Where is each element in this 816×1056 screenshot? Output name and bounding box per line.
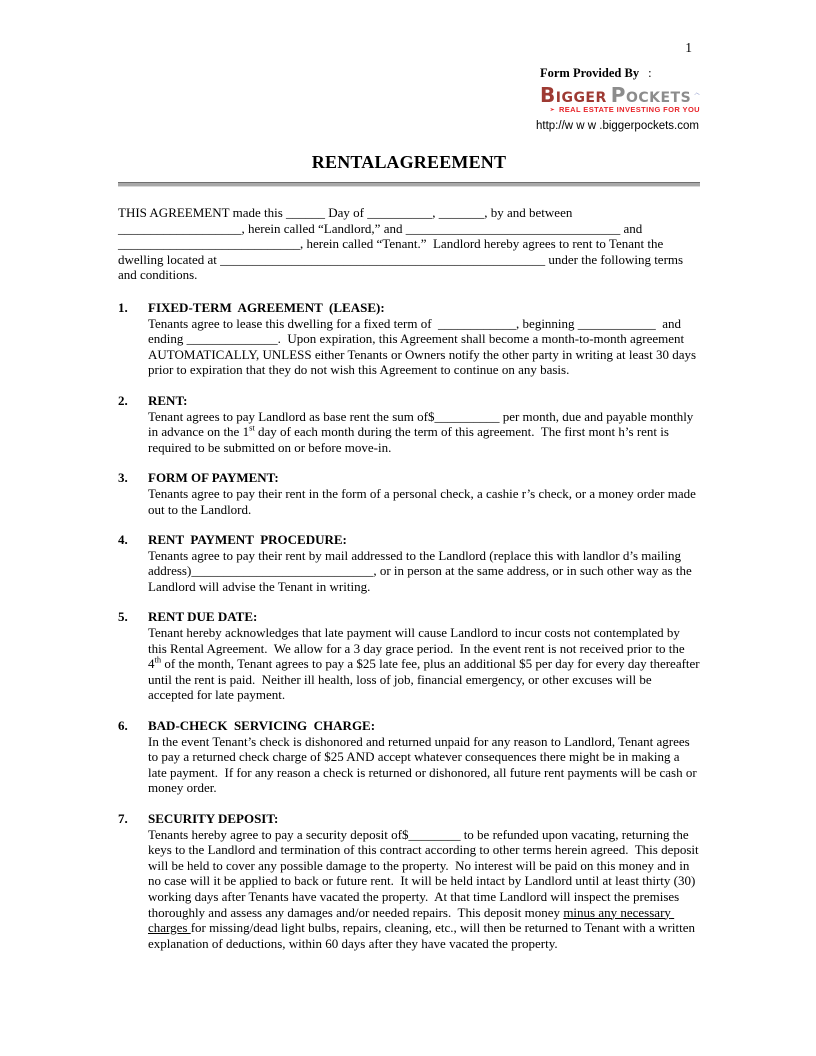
logo-wordmark — [540, 84, 700, 106]
section-body: Tenants agree to pay their rent in the form of a personal check, a cashie r’s check, or a money order made out to the Landlord. — [148, 485, 700, 517]
section-number: 4. — [118, 532, 128, 548]
ordinal-superscript: th — [154, 654, 162, 665]
ordinal-superscript: st — [249, 422, 255, 433]
biggerpockets-url: http://w w w .biggerpockets.com — [536, 120, 699, 132]
document-title: RENTAL AGREEMENT — [311, 152, 507, 172]
section-heading: BAD-CHECK SERVICING CHARGE: — [148, 718, 376, 734]
section-body — [148, 827, 700, 952]
section-body: In the event Tenant’s check is dishonored and returned unpaid for any reason to Landlord, Tenant agrees to pay a returned check charge of $25 AND accept whatever consequences there might be in making a late payment. If for any reason a check is returned or dishonored, all future rent payments will be cash or money order. — [148, 733, 700, 796]
section-body-text: Tenant hereby acknowledges that late payment will cause Landlord to incur costs not contemplated by this Rental Agreement. We allow for a 3 day grace period. In the event rent is not received prior to the 4 — [148, 625, 688, 672]
section-body: Tenants agree to pay their rent by mail addressed to the Landlord (replace this with landlor d’s mailing address)____________________________, or in person at the same address, or in such other way as the Landlord will advise the Tenant in writing. — [148, 547, 695, 594]
section-rent — [118, 393, 700, 455]
section-fixed-term-agreement — [118, 300, 700, 378]
section-body-text: for missing/dead light bulbs, repairs, cleaning, etc., will then be returned to Tenant with a written explanation of deductions, within 60 days after they have vacated the property. — [148, 920, 699, 951]
logo-word-pockets: Pockets — [610, 83, 692, 107]
section-number: 1. — [118, 299, 128, 315]
intro-paragraph: THIS AGREEMENT made this ______ Day of __________, _______, by and between ___________________, herein called “Landlord,” and _________________________________ and ____________________________, herein called “Tenant.” Landlord hereby agrees to rent to Tenant the dwelling located at __________________________________________________ under the following terms and conditions. — [118, 205, 687, 283]
section-heading: RENT DUE DATE: — [148, 609, 258, 625]
form-header — [536, 66, 700, 132]
arrow-icon — [550, 105, 555, 114]
section-number: 6. — [118, 718, 128, 734]
section-body-text: Tenants hereby agree to pay a security deposit of$________ to be refunded upon vacating, returning the keys to the Landlord and termination of this contract according to other terms herein agreed. This deposit will be held to cover any possible damage to the property. No interest will be paid on this money and in no case will it be applied to back or future rent. It will be held intact by Landlord until at least thirty (30) working days after Tenants have vacated the property. At that time Landlord will inspect the premises thoroughly and assess any damages and/or needed repairs. This deposit money — [148, 826, 702, 920]
logo-tagline: REAL ESTATE INVESTING FOR YOU — [558, 105, 700, 114]
section-number: 5. — [118, 609, 128, 625]
form-provided-by — [540, 66, 700, 81]
section-body — [148, 625, 703, 703]
section-form-of-payment — [118, 470, 700, 517]
page-number: 1 — [685, 40, 692, 55]
section-rent-due-date — [118, 609, 703, 703]
section-number: 7. — [118, 811, 128, 826]
biggerpockets-logo — [540, 84, 700, 114]
section-body-text: Tenant agrees to pay Landlord as base rent the sum of$__________ per month, due and payable monthly in advance on the 1 — [148, 408, 697, 440]
section-number: 3. — [118, 470, 128, 486]
logo-tagline-row — [540, 105, 700, 114]
title-divider — [118, 182, 700, 187]
section-heading: FORM OF PAYMENT: — [148, 470, 279, 486]
section-heading: SECURITY DEPOSIT: — [148, 811, 279, 826]
section-body — [148, 409, 700, 456]
section-number: 2. — [118, 392, 128, 408]
section-security-deposit — [118, 811, 700, 951]
section-body: Tenants agree to lease this dwelling for a fixed term of ____________, beginning ____________ and ending ______________. Upon expiration, this Agreement shall become a month-to-month agreement AUTOMATICALLY, UNLESS either Tenants or Owners notify the other party in writing at least 30 days prior to expiration that they do not wish this Agreement to continue on any basis. — [148, 315, 700, 378]
section-heading: RENT PAYMENT PROCEDURE: — [148, 532, 347, 548]
section-heading: FIXED-TERM AGREEMENT (LEASE): — [148, 299, 385, 315]
form-provided-by-label: Form Provided By — [540, 66, 640, 80]
form-provided-by-colon: : — [648, 66, 652, 80]
section-body-text: of the month, Tenant agrees to pay a $25 late fee, plus an additional $5 per day for every day thereafter until the rent is paid. Neither ill health, loss of job, financial emergency, or other excuses will be accepted for late payment. — [148, 656, 703, 703]
underlined-phrase: minus any necessary charges — [148, 904, 675, 936]
section-rent-payment-procedure — [118, 532, 700, 594]
section-body-text: day of each month during the term of this agreement. The first mont h’s rent is required to be submitted on or before move-in. — [148, 424, 673, 455]
house-roof-icon — [694, 85, 700, 102]
section-bad-check-servicing-charge — [118, 718, 700, 796]
section-heading: RENT: — [148, 392, 188, 408]
logo-word-bigger: Bigger — [540, 83, 607, 107]
